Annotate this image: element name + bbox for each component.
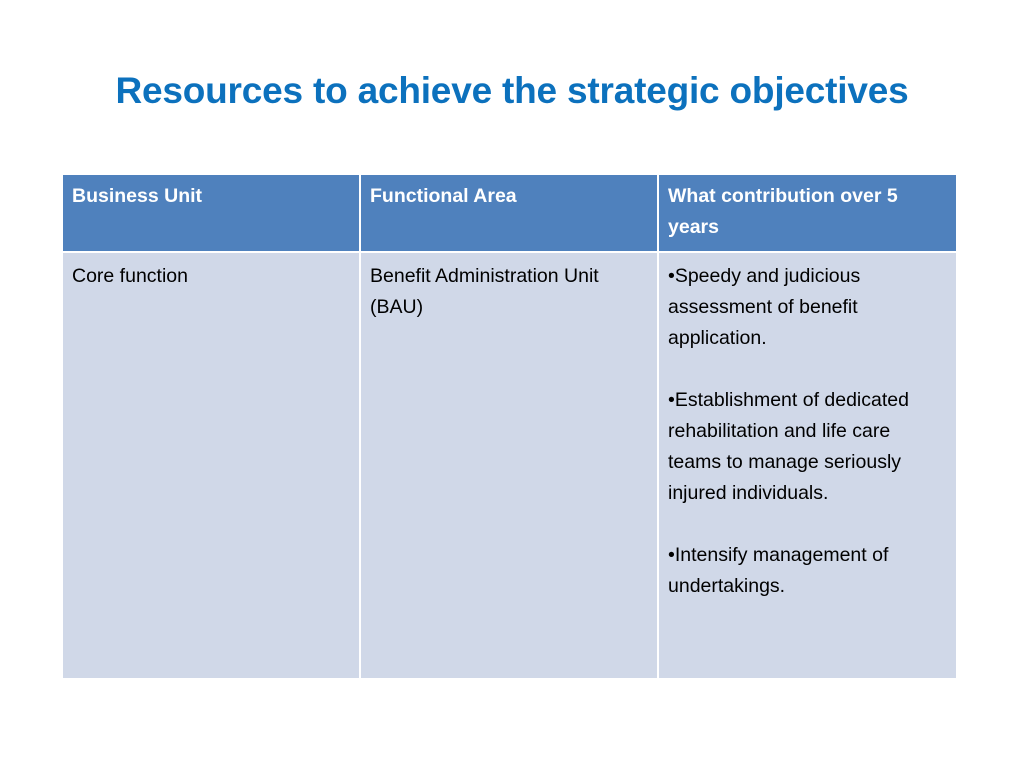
table-header-row [62,174,957,252]
table-row [62,252,957,679]
slide-title: Resources to achieve the strategic objectives [115,70,909,111]
cell-functional-area: Benefit Administration Unit (BAU) [360,252,658,679]
resources-table [61,173,958,680]
contribution-bullet: •Speedy and judicious assessment of benefit application. [668,265,861,349]
contribution-bullet: •Intensify management of undertakings. [668,544,889,597]
cell-business-unit: Core function [62,252,360,679]
resources-table-container [61,173,956,680]
header-functional-area: Functional Area [360,174,658,252]
header-business-unit: Business Unit [62,174,360,252]
header-contribution: What contribution over 5 years [658,174,957,252]
contribution-bullet: •Establishment of dedicated rehabilitation and life care teams to manage seriously injured individuals. [668,389,909,504]
cell-contribution [658,252,957,679]
